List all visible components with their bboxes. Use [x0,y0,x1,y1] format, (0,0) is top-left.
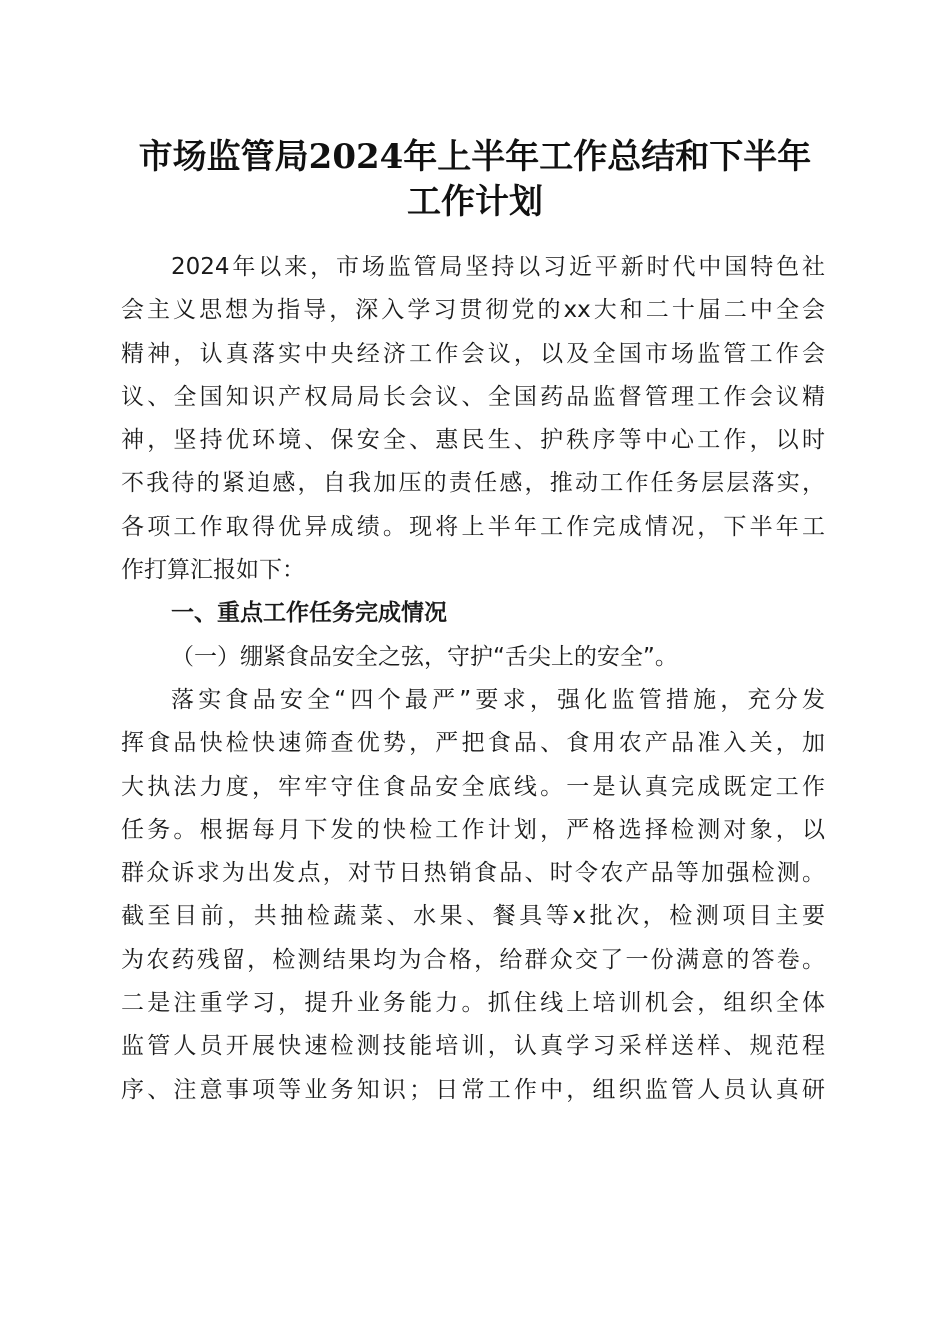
title-line-2: 工作计划 [407,182,543,222]
subsection-heading: （一）绷紧食品安全之弦，守护“舌尖上的安全”。 [171,643,678,670]
paragraph-line: 会主义思想为指导，深入学习贯彻党的xx大和二十届二中全会 [121,297,825,324]
paragraph-line: 落实食品安全“四个最严”要求，强化监管措施，充分发 [171,686,825,713]
paragraph-line: 神，坚持优环境、保安全、惠民生、护秩序等中心工作，以时 [121,427,825,454]
section-heading: 一、重点工作任务完成情况 [171,600,447,627]
title-line-1: 市场监管局2024年上半年工作总结和下半年 [138,137,812,177]
paragraph-line: 大执法力度，牢牢守住食品安全底线。一是认真完成既定工作 [121,773,825,800]
paragraph-line: 二是注重学习，提升业务能力。抓住线上培训机会，组织全体 [121,990,825,1017]
paragraph-line: 任务。根据每月下发的快检工作计划，严格选择检测对象，以 [121,816,825,843]
paragraph-line: 各项工作取得优异成绩。现将上半年工作完成情况，下半年工 [121,513,825,540]
paragraph-line: 议、全国知识产权局局长会议、全国药品监督管理工作会议精 [121,383,825,410]
paragraph-line: 监管人员开展快速检测技能培训，认真学习采样送样、规范程 [121,1033,825,1060]
document-body [121,246,825,1112]
paragraph-line: 不我待的紧迫感，自我加压的责任感，推动工作任务层层落实， [121,470,825,497]
paragraph-line: 序、注意事项等业务知识；日常工作中，组织监管人员认真研 [121,1076,825,1103]
paragraph-line: 截至目前，共抽检蔬菜、水果、餐具等x批次，检测项目主要 [121,903,825,930]
paragraph-line: 群众诉求为出发点，对节日热销食品、时令农产品等加强检测。 [121,860,825,887]
paragraph-line: 精神，认真落实中央经济工作会议，以及全国市场监管工作会 [121,340,825,367]
document-title [100,135,850,225]
paragraph-line: 作打算汇报如下： [121,557,305,584]
paragraph-line: 挥食品快检快速筛查优势，严把食品、食用农产品准入关，加 [121,730,825,757]
paragraph-line: 为农药残留，检测结果均为合格，给群众交了一份满意的答卷。 [121,946,825,973]
paragraph-line: 2024年以来，市场监管局坚持以习近平新时代中国特色社 [171,254,825,280]
